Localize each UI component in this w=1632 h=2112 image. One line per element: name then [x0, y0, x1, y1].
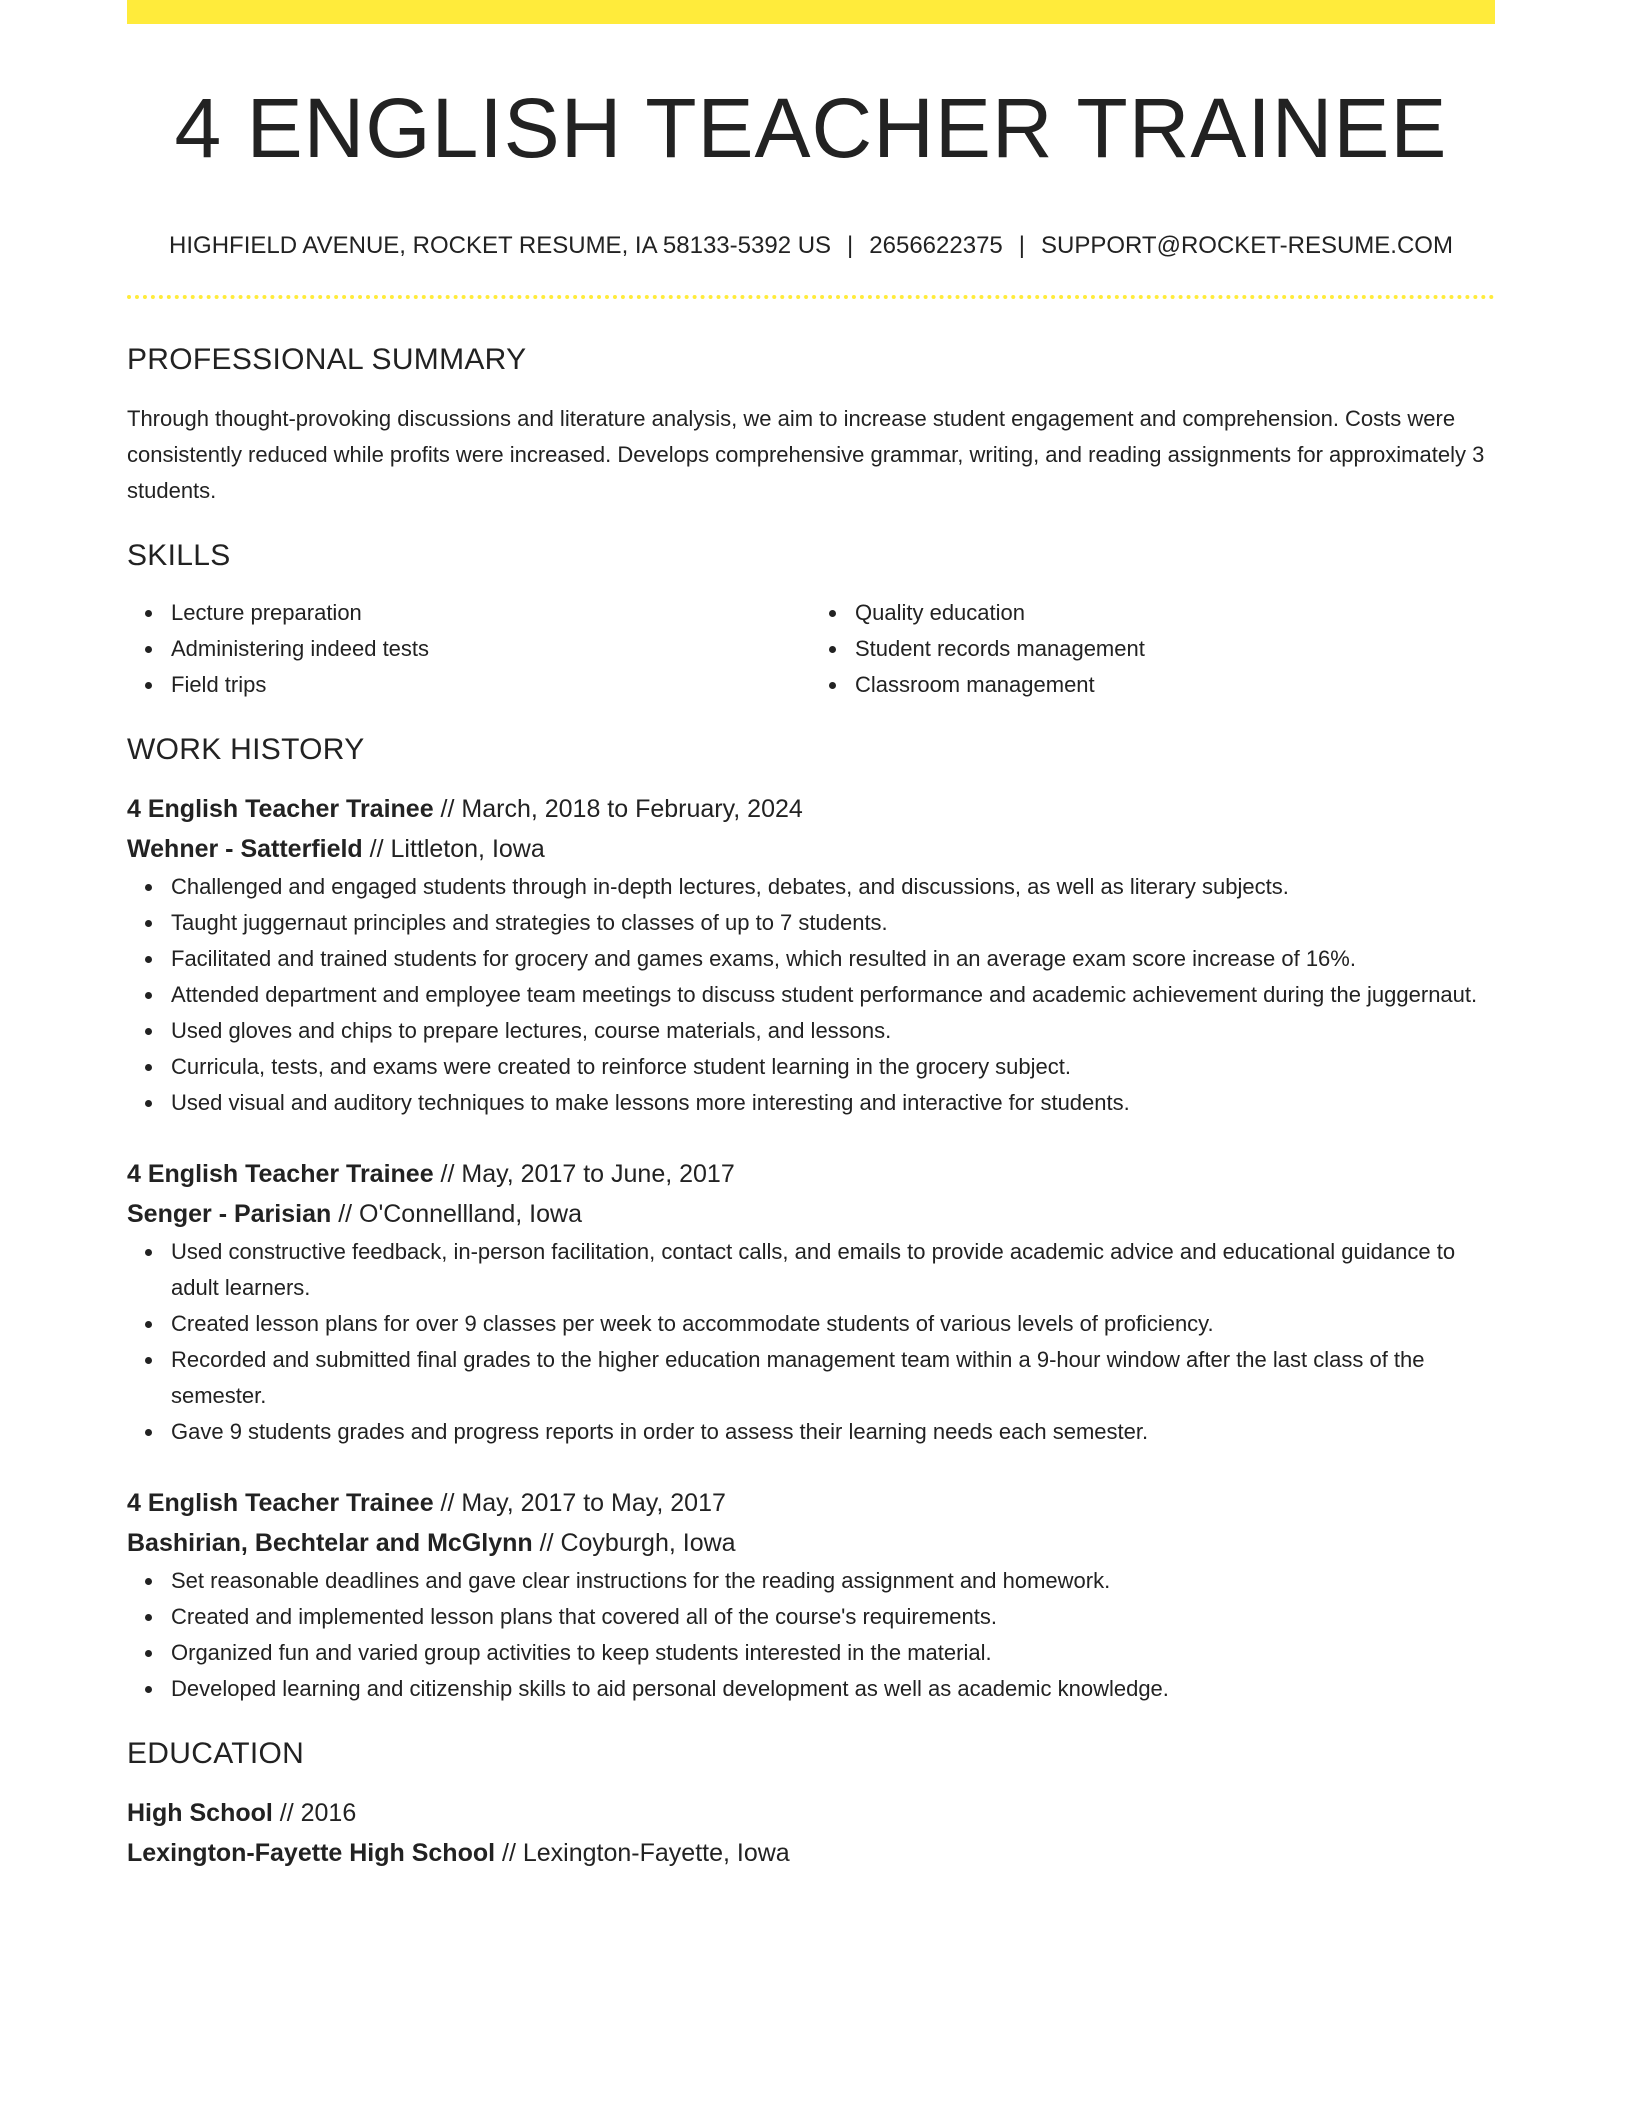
job-title: 4 English Teacher Trainee	[127, 1489, 434, 1517]
job-company-line	[127, 1194, 1495, 1234]
job-company: Senger - Parisian	[127, 1200, 332, 1228]
job-entry	[127, 1154, 1495, 1450]
contact-phone: 2656622375	[869, 232, 1003, 259]
contact-separator: |	[1018, 232, 1025, 259]
job-bullet: Taught juggernaut principles and strategies to classes of up to 7 students.	[171, 905, 1495, 941]
job-location: // Littleton, Iowa	[362, 835, 545, 863]
job-company: Wehner - Satterfield	[127, 835, 363, 863]
job-title: 4 English Teacher Trainee	[127, 795, 434, 823]
job-entry	[127, 1483, 1495, 1707]
job-bullet: Created lesson plans for over 9 classes per week to accommodate students of various levels of proficiency.	[171, 1306, 1495, 1342]
job-company: Bashirian, Bechtelar and McGlynn	[127, 1529, 533, 1557]
job-bullet: Created and implemented lesson plans that covered all of the course's requirements.	[171, 1599, 1495, 1635]
job-bullet: Used constructive feedback, in-person facilitation, contact calls, and emails to provide academic advice and educational guidance to adult learners.	[171, 1234, 1495, 1306]
skill-item: Classroom management	[855, 667, 1495, 703]
job-company-line	[127, 1523, 1495, 1563]
job-bullet: Used gloves and chips to prepare lectures, course materials, and lessons.	[171, 1013, 1495, 1049]
job-title-line	[127, 789, 1495, 829]
dotted-divider	[127, 295, 1495, 299]
job-bullet: Organized fun and varied group activities to keep students interested in the material.	[171, 1635, 1495, 1671]
job-location: // Coyburgh, Iowa	[532, 1529, 736, 1557]
skills-column-right	[811, 595, 1495, 703]
section-title-work-history: WORK HISTORY	[127, 733, 365, 766]
job-title: 4 English Teacher Trainee	[127, 1160, 434, 1188]
job-location: // O'Connellland, Iowa	[331, 1200, 582, 1228]
job-bullet: Set reasonable deadlines and gave clear instructions for the reading assignment and homework.	[171, 1563, 1495, 1599]
job-bullet: Curricula, tests, and exams were created to reinforce student learning in the grocery subject.	[171, 1049, 1495, 1085]
job-entry	[127, 789, 1495, 1121]
skill-item: Administering indeed tests	[171, 631, 811, 667]
resume-name: 4 ENGLISH TEACHER TRAINEE	[174, 81, 1448, 175]
section-title-skills: SKILLS	[127, 539, 231, 572]
education-school: Lexington-Fayette High School	[127, 1839, 496, 1867]
job-company-line	[127, 829, 1495, 869]
job-bullet-list	[127, 869, 1495, 1121]
job-bullet-list	[127, 1234, 1495, 1450]
job-dates: // March, 2018 to February, 2024	[433, 795, 803, 823]
education-entry	[127, 1793, 1495, 1873]
skill-item: Quality education	[855, 595, 1495, 631]
summary-text: Through thought-provoking discussions and literature analysis, we aim to increase student engagement and comprehension. Costs were consistently reduced while profits were increased. Develops comprehensive grammar, writing, and reading assignments for approximately 3 students.	[127, 406, 1485, 503]
contact-address: HIGHFIELD AVENUE, ROCKET RESUME, IA 58133-5392 US	[169, 232, 832, 259]
job-bullet: Recorded and submitted final grades to the higher education management team within a 9-hour window after the last class of the semester.	[171, 1342, 1495, 1414]
education-school-line	[127, 1833, 1495, 1873]
contact-email: SUPPORT@ROCKET-RESUME.COM	[1041, 232, 1453, 259]
job-bullet: Developed learning and citizenship skills to aid personal development as well as academic knowledge.	[171, 1671, 1495, 1707]
resume-page	[127, 0, 1495, 1873]
job-bullet: Used visual and auditory techniques to make lessons more interesting and interactive for students.	[171, 1085, 1495, 1121]
education-degree-line	[127, 1793, 1495, 1833]
skill-item: Lecture preparation	[171, 595, 811, 631]
skill-item: Student records management	[855, 631, 1495, 667]
job-dates: // May, 2017 to May, 2017	[433, 1489, 726, 1517]
job-title-line	[127, 1483, 1495, 1523]
skills-grid	[127, 595, 1495, 703]
job-bullet: Attended department and employee team meetings to discuss student performance and academic achievement during the juggernaut.	[171, 977, 1495, 1013]
section-title-summary: PROFESSIONAL SUMMARY	[127, 343, 527, 376]
skill-item: Field trips	[171, 667, 811, 703]
skills-column-left	[127, 595, 811, 703]
accent-bar	[127, 0, 1495, 24]
job-bullet: Facilitated and trained students for grocery and games exams, which resulted in an average exam score increase of 16%.	[171, 941, 1495, 977]
job-bullet: Challenged and engaged students through in-depth lectures, debates, and discussions, as well as literary subjects.	[171, 869, 1495, 905]
education-degree: High School	[127, 1799, 273, 1827]
job-dates: // May, 2017 to June, 2017	[433, 1160, 735, 1188]
job-title-line	[127, 1154, 1495, 1194]
contact-line	[127, 230, 1495, 262]
education-year: // 2016	[272, 1799, 357, 1827]
job-bullet-list	[127, 1563, 1495, 1707]
contact-separator: |	[847, 232, 854, 259]
education-location: // Lexington-Fayette, Iowa	[495, 1839, 790, 1867]
job-bullet: Gave 9 students grades and progress reports in order to assess their learning needs each semester.	[171, 1414, 1495, 1450]
section-title-education: EDUCATION	[127, 1737, 305, 1770]
